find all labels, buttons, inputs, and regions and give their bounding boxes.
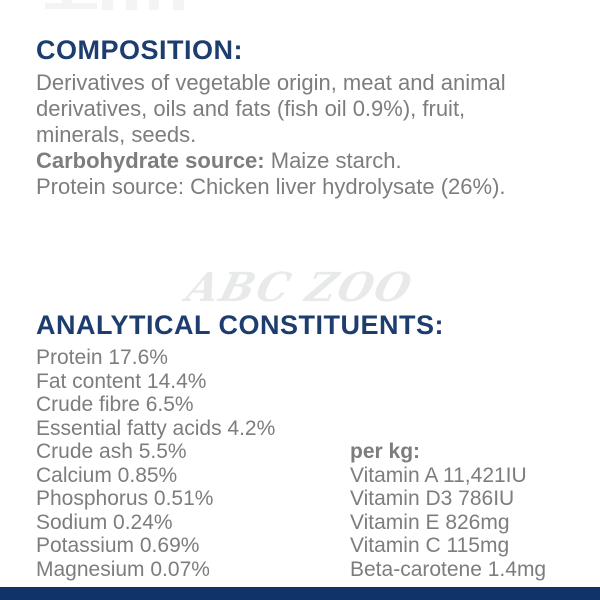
analytical-constituents-list: [36, 346, 275, 581]
composition-line: minerals, seeds.: [36, 122, 197, 147]
analytical-item: Protein 17.6%: [36, 346, 168, 369]
protein-source-line: Protein source: Chicken liver hydrolysate (26%).: [36, 174, 506, 199]
carbohydrate-source-value: Maize starch.: [264, 148, 402, 173]
analytical-item: Fat content 14.4%: [36, 369, 207, 393]
bottom-navy-bar: [0, 587, 600, 600]
per-kg-item: Beta-carotene 1.4mg: [350, 557, 547, 581]
carbohydrate-source-label: Carbohydrate source:: [36, 148, 265, 173]
analytical-item: Potassium 0.69%: [36, 534, 200, 557]
cropped-text-artifact: [0, 0, 600, 12]
per-kg-list: [350, 440, 546, 581]
analytical-item: Phosphorus 0.51%: [36, 487, 214, 510]
per-kg-item: Vitamin A 11,421IU: [350, 463, 527, 487]
analytical-item: Crude fibre 6.5%: [36, 393, 194, 416]
composition-line: derivatives, oils and fats (fish oil 0.9%), fruit,: [36, 96, 466, 121]
per-kg-item: Vitamin E 826mg: [350, 510, 510, 534]
composition-paragraph: [36, 70, 576, 200]
per-kg-label: per kg:: [350, 440, 421, 463]
analytical-item: Crude ash 5.5%: [36, 440, 187, 463]
analytical-item: Calcium 0.85%: [36, 463, 178, 487]
analytical-constituents-heading: ANALYTICAL CONSTITUENTS:: [36, 310, 445, 340]
analytical-item: Sodium 0.24%: [36, 510, 173, 534]
carbohydrate-source-line: [36, 148, 576, 174]
composition-line: Derivatives of vegetable origin, meat and animal: [36, 70, 506, 95]
composition-heading: COMPOSITION:: [36, 35, 243, 65]
per-kg-item: Vitamin C 115mg: [350, 534, 510, 557]
analytical-item: Essential fatty acids 4.2%: [36, 416, 276, 440]
per-kg-item: Vitamin D3 786IU: [350, 487, 515, 510]
abc-zoo-watermark: ABC ZOO: [182, 264, 418, 311]
analytical-item: Magnesium 0.07%: [36, 557, 210, 581]
